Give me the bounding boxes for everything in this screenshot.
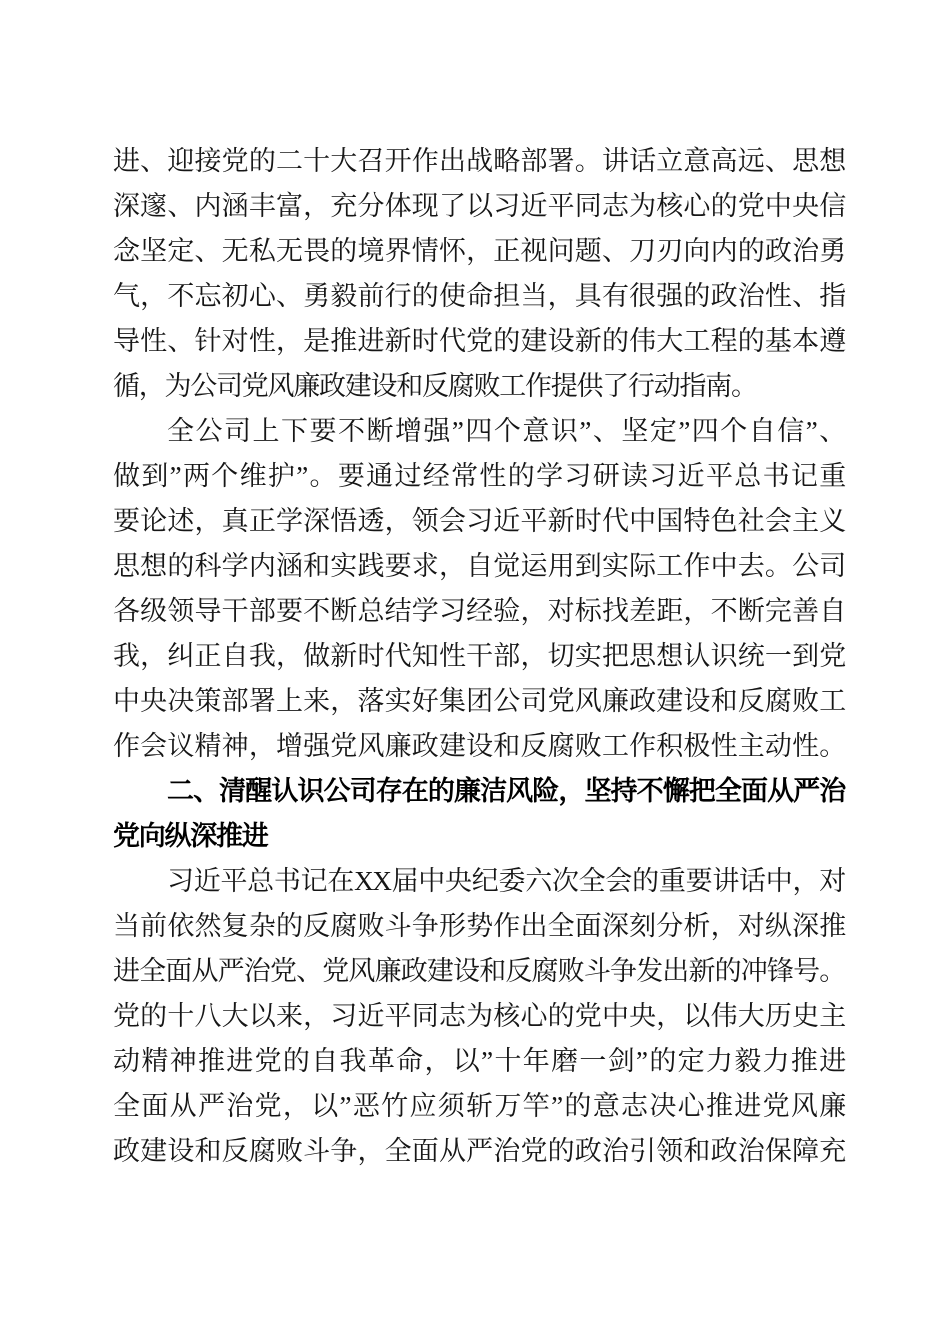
paragraph-continuation	[113, 139, 845, 409]
document-body	[113, 139, 845, 1174]
section-heading-2	[113, 769, 845, 859]
body-line: 党的十八大以来，习近平同志为核心的党中央，以伟大历史主	[113, 1001, 845, 1031]
body-line: 作会议精神，增强党风廉政建设和反腐败工作积极性主动性。	[113, 731, 845, 761]
body-line: 思想的科学内涵和实践要求，自觉运用到实际工作中去。公司	[113, 551, 845, 581]
body-line: 当前依然复杂的反腐败斗争形势作出全面深刻分析，对纵深推	[113, 911, 845, 941]
body-line: 做到”两个维护”。要通过经常性的学习研读习近平总书记重	[113, 461, 845, 491]
body-line: 全公司上下要不断增强”四个意识”、坚定”四个自信”、	[167, 416, 845, 446]
body-line: 各级领导干部要不断总结学习经验，对标找差距，不断完善自	[113, 596, 845, 626]
body-line: 要论述，真正学深悟透，领会习近平新时代中国特色社会主义	[113, 506, 845, 536]
body-line: 动精神推进党的自我革命，以”十年磨一剑”的定力毅力推进	[113, 1046, 845, 1076]
paragraph-study-requirements	[113, 409, 845, 769]
body-line: 导性、针对性，是推进新时代党的建设新的伟大工程的基本遵	[113, 326, 845, 356]
body-line: 气，不忘初心、勇毅前行的使命担当，具有很强的政治性、指	[113, 281, 845, 311]
body-line: 习近平总书记在XX届中央纪委六次全会的重要讲话中，对	[167, 866, 845, 896]
heading-line: 党向纵深推进	[113, 821, 268, 851]
body-line: 念坚定、无私无畏的境界情怀，正视问题、刀刃向内的政治勇	[113, 236, 845, 266]
body-line: 政建设和反腐败斗争，全面从严治党的政治引领和政治保障充	[113, 1136, 845, 1166]
body-line: 我，纠正自我，做新时代知性干部，切实把思想认识统一到党	[113, 641, 845, 671]
body-line: 深邃、内涵丰富，充分体现了以习近平同志为核心的党中央信	[113, 191, 845, 221]
body-line: 循，为公司党风廉政建设和反腐败工作提供了行动指南。	[113, 371, 757, 401]
heading-line: 二、清醒认识公司存在的廉洁风险，坚持不懈把全面从严治	[167, 776, 845, 806]
body-line: 中央决策部署上来，落实好集团公司党风廉政建设和反腐败工	[113, 686, 845, 716]
body-line: 进全面从严治党、党风廉政建设和反腐败斗争发出新的冲锋号。	[113, 956, 845, 986]
paragraph-anticorruption-situation	[113, 859, 845, 1174]
body-line: 全面从严治党，以”恶竹应须斩万竿”的意志决心推进党风廉	[113, 1091, 845, 1121]
body-line: 进、迎接党的二十大召开作出战略部署。讲话立意高远、思想	[113, 146, 845, 176]
